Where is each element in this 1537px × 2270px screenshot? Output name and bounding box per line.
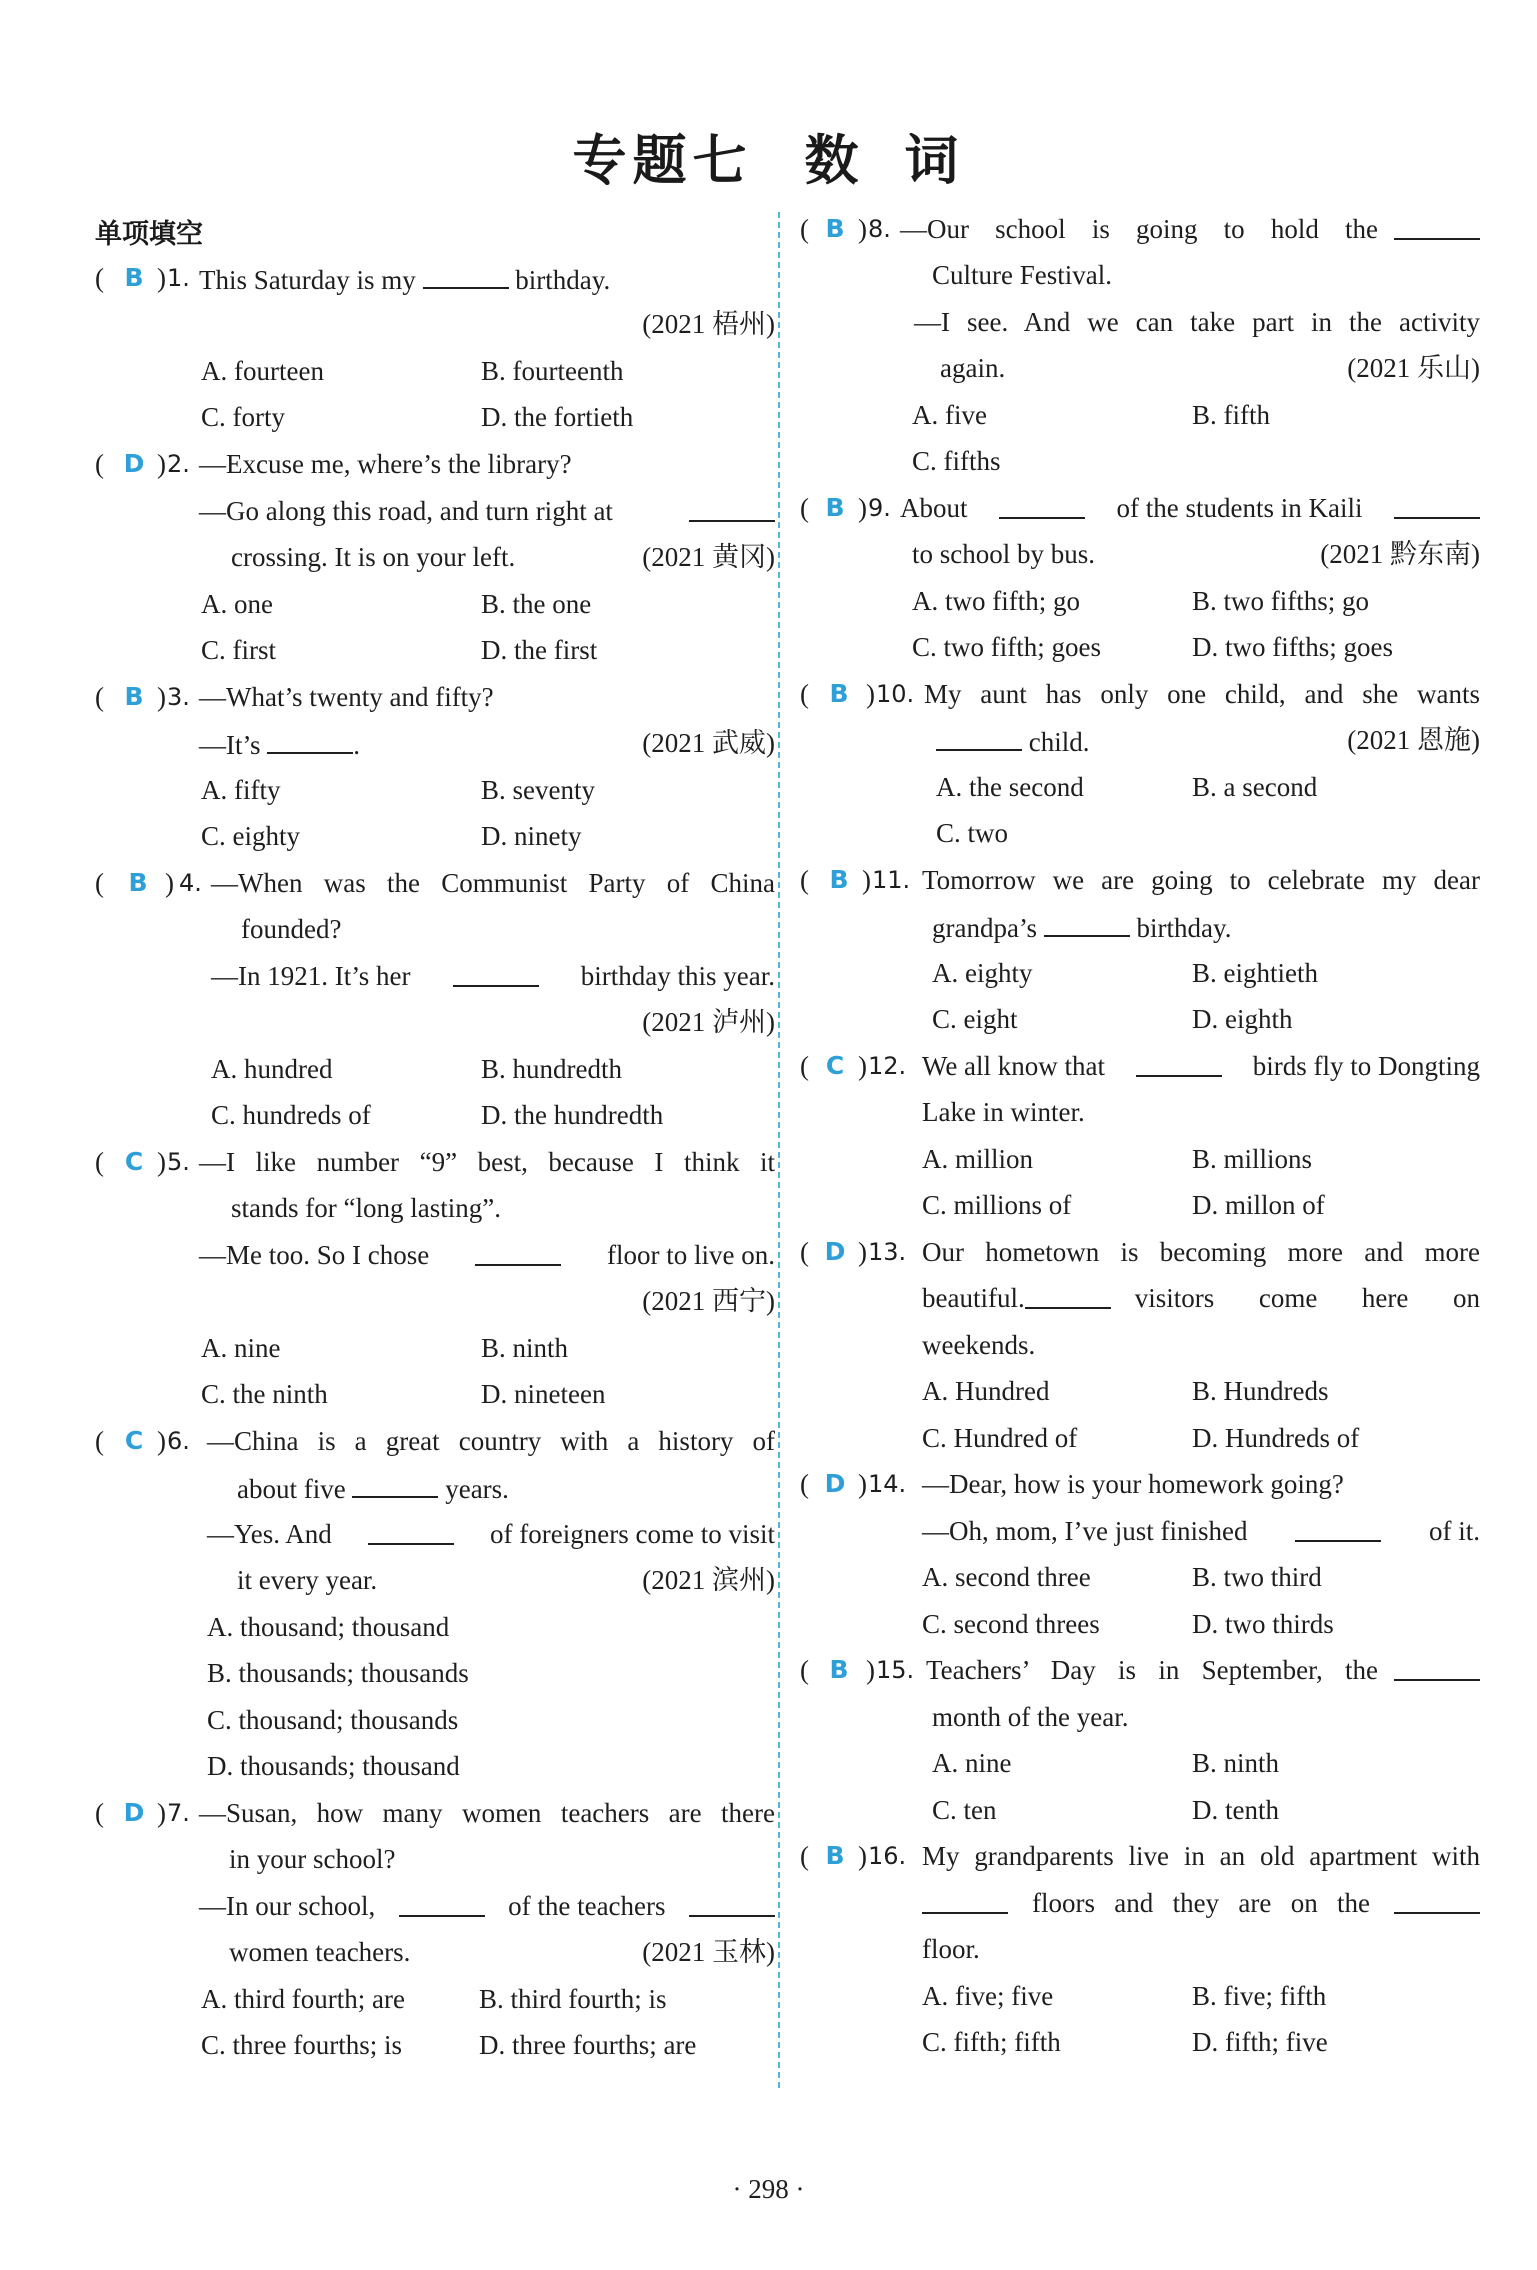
answer-blank	[1044, 909, 1130, 937]
answer-blank	[453, 959, 539, 987]
question-number: 1.	[167, 264, 190, 292]
answer-blank	[399, 1889, 485, 1917]
question-text: stands for “long lasting”.	[231, 1193, 501, 1223]
question-text: birthday this year.	[580, 961, 775, 991]
question-text: —It’s	[199, 730, 261, 760]
question-text: floor to live on.	[607, 1240, 775, 1270]
option-a: A. five; five	[922, 1981, 1054, 2011]
option-a: A. thousand; thousand	[207, 1612, 450, 1642]
page-title-part: 词	[904, 129, 965, 192]
question-text: We all know that	[922, 1051, 1106, 1081]
option-a: A. second three	[922, 1562, 1091, 1592]
answer-blank	[689, 494, 775, 522]
option-b: B. two third	[1192, 1562, 1322, 1592]
option-a: A. nine	[932, 1748, 1012, 1778]
question-number: 10.	[876, 680, 915, 708]
option-c: C. second threes	[922, 1609, 1100, 1639]
answer-blank	[1394, 1886, 1480, 1914]
answer-letter: C	[124, 1426, 144, 1455]
option-d: D. two fifths; goes	[1192, 632, 1393, 662]
option-b: B. third fourth; is	[479, 1984, 667, 2014]
answer-letter: D	[824, 1469, 846, 1498]
option-c: C. fifth; fifth	[922, 2027, 1061, 2057]
question-text: of the teachers	[508, 1891, 666, 1921]
answer-blank	[267, 726, 353, 754]
answer-blank	[1394, 1653, 1480, 1681]
option-a: A. nine	[201, 1333, 281, 1363]
option-b: B. two fifths; go	[1192, 586, 1370, 616]
answer-letter: B	[829, 1655, 849, 1684]
option-a: A. fourteen	[201, 356, 324, 386]
question-number: 4.	[179, 869, 202, 897]
section-title: 单项填空	[95, 219, 203, 250]
question-number: 15.	[876, 1656, 915, 1684]
source-note: (2021 滨州)	[642, 1565, 775, 1595]
option-a: A. hundred	[211, 1054, 333, 1084]
option-b: B. fourteenth	[481, 356, 624, 386]
answer-letter: D	[824, 1237, 846, 1266]
question-text: —I like number “9” best, because I think it	[199, 1147, 775, 1177]
question-number: 7.	[167, 1799, 190, 1827]
answer-blank	[475, 1238, 561, 1266]
option-a: A. five	[912, 400, 987, 430]
option-d: D. the fortieth	[481, 402, 634, 432]
option-a: A. million	[922, 1144, 1034, 1174]
option-a: A. third fourth; are	[201, 1984, 405, 2014]
option-b: B. hundredth	[481, 1054, 622, 1084]
question-text: —Excuse me, where’s the library?	[199, 449, 572, 479]
option-d: D. thousands; thousand	[207, 1751, 460, 1781]
option-d: D. the first	[481, 635, 598, 665]
option-c: C. forty	[201, 402, 285, 432]
question-text: —China is a great country with a history of	[207, 1426, 775, 1456]
option-c: C. millions of	[922, 1190, 1072, 1220]
question-text: Our hometown is becoming more and more	[922, 1237, 1480, 1267]
answer-blank	[1025, 1281, 1111, 1309]
question-text: —Susan, how many women teachers are there	[199, 1798, 775, 1828]
option-a: A. one	[201, 589, 273, 619]
question-number: 9.	[868, 494, 891, 522]
question-number: 14.	[868, 1470, 907, 1498]
page-title-part: 专题七	[572, 129, 753, 192]
question-number: 6.	[167, 1427, 190, 1455]
source-note: (2021 恩施)	[1347, 725, 1480, 755]
answer-blank	[368, 1517, 454, 1545]
answer-blank	[999, 491, 1085, 519]
option-b: B. a second	[1192, 772, 1318, 802]
answer-letter: B	[829, 679, 849, 708]
option-c: C. thousand; thousands	[207, 1705, 459, 1735]
option-a: A. fifty	[201, 775, 281, 805]
question-text: birthday.	[515, 265, 611, 295]
answer-letter: D	[123, 449, 145, 478]
question-text: —Go along this road, and turn right at	[199, 496, 613, 526]
answer-blank	[1136, 1049, 1222, 1077]
question-text: child.	[1028, 727, 1090, 757]
answer-letter: B	[825, 1841, 845, 1870]
option-c: C. eighty	[201, 821, 300, 851]
option-c: C. two fifth; goes	[912, 632, 1101, 662]
option-b: B. ninth	[1192, 1748, 1280, 1778]
answer-blank	[423, 261, 509, 289]
source-note: (2021 梧州)	[642, 309, 775, 339]
answer-blank	[922, 1886, 1008, 1914]
option-d: D. millon of	[1192, 1190, 1325, 1220]
question-text: My grandparents live in an old apartment with	[922, 1841, 1480, 1871]
answer-letter: D	[123, 1798, 145, 1827]
source-note: (2021 玉林)	[642, 1937, 775, 1967]
question-number: 12.	[868, 1052, 907, 1080]
source-note: (2021 武威)	[642, 728, 775, 758]
question-number: 11.	[872, 866, 911, 894]
answer-letter: B	[124, 263, 144, 292]
question-number: 2.	[167, 450, 190, 478]
question-text: —I see. And we can take part in the activity	[914, 307, 1480, 337]
question-number: 8.	[868, 215, 891, 243]
option-d: D. the hundredth	[481, 1100, 664, 1130]
page-title	[0, 118, 1537, 195]
question-text: to school by bus.	[912, 539, 1096, 569]
column-divider	[778, 212, 780, 2088]
question-text: grandpa’s	[932, 913, 1037, 943]
option-d: D. nineteen	[481, 1379, 606, 1409]
question-text: again.	[940, 353, 1006, 383]
option-b: B. Hundreds	[1192, 1376, 1329, 1406]
question-text: about five	[237, 1474, 346, 1504]
question-text: —Yes. And	[207, 1519, 332, 1549]
answer-blank	[1394, 212, 1480, 240]
answer-letter: B	[124, 682, 144, 711]
answer-blank	[1295, 1514, 1381, 1542]
question-text: founded?	[241, 914, 342, 944]
option-d: D. fifth; five	[1192, 2027, 1328, 2057]
answer-letter: C	[124, 1147, 144, 1176]
source-note: (2021 黄冈)	[642, 542, 775, 572]
question-text: crossing. It is on your left.	[231, 542, 516, 572]
option-b: B. ninth	[481, 1333, 569, 1363]
question-text: years.	[445, 1474, 509, 1504]
answer-letter: C	[825, 1051, 845, 1080]
option-c: C. eight	[932, 1004, 1018, 1034]
option-b: B. thousands; thousands	[207, 1658, 469, 1688]
question-text: —When was the Communist Party of China	[211, 868, 775, 898]
answer-blank	[1394, 491, 1480, 519]
option-c: C. two	[936, 818, 1009, 848]
question-text: women teachers.	[229, 1937, 411, 1967]
answer-letter: B	[829, 865, 849, 894]
answer-letter: B	[825, 493, 845, 522]
question-text: —Dear, how is your homework going?	[922, 1469, 1344, 1499]
answer-blank	[352, 1470, 438, 1498]
option-c: C. ten	[932, 1795, 997, 1825]
question-text: floors and they are on the	[1032, 1888, 1370, 1918]
option-d: D. Hundreds of	[1192, 1423, 1360, 1453]
question-text: of it.	[1429, 1516, 1480, 1546]
question-text: —In 1921. It’s her	[211, 961, 411, 991]
question-text: of the students in Kaili	[1116, 493, 1363, 523]
question-text: —In our school,	[199, 1891, 376, 1921]
option-d: D. tenth	[1192, 1795, 1279, 1825]
option-d: D. two thirds	[1192, 1609, 1334, 1639]
question-text: —Oh, mom, I’ve just finished	[922, 1516, 1248, 1546]
option-d: D. three fourths; are	[479, 2030, 697, 2060]
question-text: .	[353, 730, 361, 760]
question-text: Culture Festival.	[932, 260, 1112, 290]
answer-blank	[689, 1889, 775, 1917]
option-b: B. millions	[1192, 1144, 1313, 1174]
question-text: Tomorrow we are going to celebrate my dear	[922, 865, 1480, 895]
question-text: of foreigners come to visit	[490, 1519, 775, 1549]
source-note: (2021 乐山)	[1347, 353, 1480, 383]
question-number: 5.	[167, 1148, 190, 1176]
question-text: —Me too. So I chose	[199, 1240, 430, 1270]
question-text: —What’s twenty and fifty?	[199, 682, 494, 712]
option-c: C. hundreds of	[211, 1100, 371, 1130]
question-text: it every year.	[237, 1565, 378, 1595]
option-c: C. three fourths; is	[201, 2030, 402, 2060]
question-text: in your school?	[229, 1844, 396, 1874]
option-a: A. the second	[936, 772, 1084, 802]
option-b: B. the one	[481, 589, 592, 619]
option-c: C. the ninth	[201, 1379, 328, 1409]
option-b: B. five; fifth	[1192, 1981, 1327, 2011]
question-text: —Our school is going to hold the	[900, 214, 1378, 244]
page-title-part: 数	[804, 129, 865, 192]
page-number: · 298 ·	[732, 2174, 805, 2204]
question-text: Teachers’ Day is in September, the	[926, 1655, 1378, 1685]
option-b: B. seventy	[481, 775, 595, 805]
question-text: beautiful.	[922, 1283, 1025, 1313]
option-b: B. fifth	[1192, 400, 1270, 430]
option-d: D. ninety	[481, 821, 582, 851]
option-a: A. Hundred	[922, 1376, 1050, 1406]
question-text: Lake in winter.	[922, 1097, 1085, 1127]
option-c: C. first	[201, 635, 277, 665]
question-text: weekends.	[922, 1330, 1036, 1360]
option-c: C. Hundred of	[922, 1423, 1078, 1453]
option-c: C. fifths	[912, 446, 1001, 476]
question-text: month of the year.	[932, 1702, 1129, 1732]
source-note: (2021 西宁)	[642, 1286, 775, 1316]
question-text: floor.	[922, 1934, 980, 1964]
answer-letter: B	[825, 214, 845, 243]
option-a: A. two fifth; go	[912, 586, 1080, 616]
question-text: birds fly to Dongting	[1252, 1051, 1480, 1081]
question-number: 13.	[868, 1238, 907, 1266]
question-text: birthday.	[1136, 913, 1232, 943]
question-text: This Saturday is my	[199, 265, 416, 295]
question-text: About	[900, 493, 968, 523]
option-a: A. eighty	[932, 958, 1033, 988]
option-d: D. eighth	[1192, 1004, 1293, 1034]
option-b: B. eightieth	[1192, 958, 1318, 988]
source-note: (2021 黔东南)	[1320, 539, 1480, 569]
question-text: visitors come here on	[1134, 1283, 1480, 1313]
answer-blank	[936, 723, 1022, 751]
question-number: 16.	[868, 1842, 907, 1870]
source-note: (2021 泸州)	[642, 1007, 775, 1037]
question-number: 3.	[167, 683, 190, 711]
answer-letter: B	[128, 868, 148, 897]
question-text: My aunt has only one child, and she wants	[924, 679, 1480, 709]
